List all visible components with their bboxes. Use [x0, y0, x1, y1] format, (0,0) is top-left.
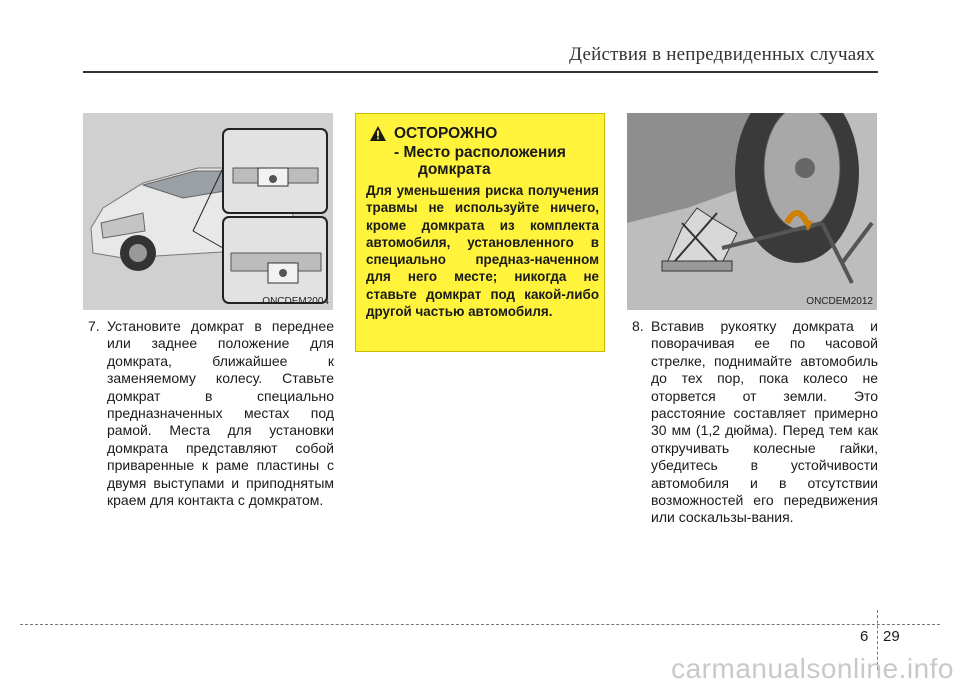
page-number: 29 [883, 628, 900, 645]
figure-code: ONCDEM2004 [262, 296, 329, 307]
warning-triangle-icon [370, 126, 386, 141]
car-jack-points-illustration [83, 113, 333, 310]
warning-box [355, 113, 605, 352]
footer-divider [20, 624, 940, 625]
chapter-number: 6 [860, 628, 869, 645]
page-header-title: Действия в непредвиденных случаях [569, 44, 875, 65]
warning-subtitle-line2: домкрата [418, 161, 491, 178]
step-text: Вставив рукоятку домкрата и поворачивая ее по часовой стрелке, поднимайте автомобиль до тех пор, пока колесо не оторвется от земли. Это расстояние составляет примерно 30 мм (1,2 дюйма). Перед тем как откручивать колесные гайки, убедитесь в устойчивости автомобиля и в отсутствии возможностей его передвижения или соскальзы-вания. [651, 318, 878, 526]
figure-code: ONCDEM2012 [806, 296, 873, 307]
header-divider [83, 71, 878, 73]
step-text: Установите домкрат в переднее или заднее положение для домкрата, ближайшее к заменяемому колесу. Ставьте домкрат в специально предназначенных местах под рамой. Места для установки домкрата представляют собой приваренные к раме пластины с двумя выступами и приподнятым краем для контакта с домкратом. [107, 318, 334, 509]
step-number: 7. [88, 318, 100, 334]
figure-jack-handle [627, 113, 877, 310]
warning-subtitle-line1: - Место расположения [394, 144, 566, 161]
warning-title: ОСТОРОЖНО [394, 125, 498, 142]
figure-jack-points [83, 113, 333, 310]
step-number: 8. [632, 318, 644, 334]
jack-handle-illustration [627, 113, 877, 310]
step-8 [632, 318, 878, 527]
step-7 [88, 318, 334, 509]
watermark: carmanualsonline.info [671, 653, 954, 684]
warning-body: Для уменьшения риска получения травмы не используйте ничего, кроме домкрата из комплекта автомобиля, установленного в специально предназ-наченном для него месте; никогда не ставьте домкрат под какой-либо другой частью автомобиля. [366, 183, 599, 320]
